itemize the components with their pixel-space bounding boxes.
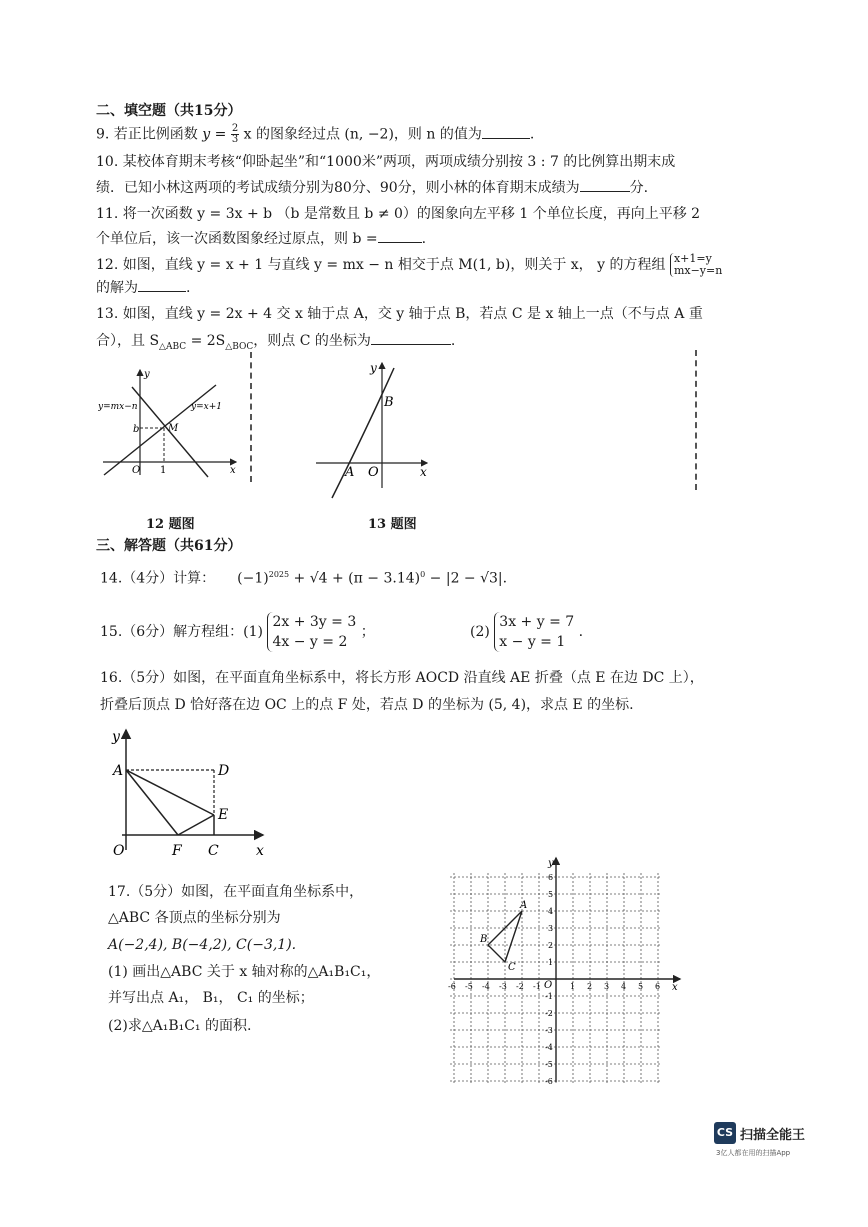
question-16-line1: 16.（5分）如图，在平面直角坐标系中，将长方形 AOCD 沿直线 AE 折叠（点 E 在边 DC 上）， [100, 670, 704, 686]
x-tick-label: 6 [655, 982, 661, 991]
axis-x-label: x [256, 843, 264, 859]
x-tick-label: -5 [465, 982, 473, 991]
question-10-line1: 10. 某校体育期末考核“仰卧起坐”和“1000米”两项，两项成绩分别按 3 : 7 的比例算出期末成 [96, 154, 676, 170]
x-tick-label: -4 [482, 982, 490, 991]
y-tick-label: -3 [545, 1026, 553, 1035]
question-17-line6: (2)求△A₁B₁C₁ 的面积. [108, 1018, 252, 1034]
section2-title: 二、填空题（共15分） [96, 103, 242, 119]
answer-blank[interactable] [138, 291, 186, 292]
watermark-subtitle: 3亿人都在用的扫描App [716, 1149, 791, 1157]
x-tick-label: -2 [516, 982, 524, 991]
origin-label: O [113, 843, 125, 859]
y-tick-label: 6 [548, 873, 554, 882]
point-d-label: D [218, 763, 230, 779]
point-a-label: A [345, 465, 355, 480]
point-c-label: C [208, 843, 219, 859]
question-17-line3: A(−2,4), B(−4,2), C(−3,1). [108, 937, 297, 953]
y-tick-label: -1 [545, 992, 553, 1001]
x-tick-label: 4 [621, 982, 627, 991]
x-tick-label: -3 [499, 982, 507, 991]
origin-label: O [544, 980, 553, 991]
axis-y-label: y [548, 858, 554, 869]
scan-artifact-line [250, 352, 252, 482]
fraction: $\frac{2}{3}$ [231, 123, 239, 145]
question-17-line2: △ABC 各顶点的坐标分别为 [108, 910, 281, 926]
figure-13-caption: 13 题图 [368, 517, 417, 532]
axis-x-label: x [230, 465, 236, 476]
axis-y-label: y [144, 369, 150, 380]
point-b-label: b [133, 424, 140, 435]
question-17-line1: 17.（5分）如图，在平面直角坐标系中， [108, 884, 364, 900]
point-f-label: F [172, 843, 182, 859]
cs-logo-icon: CS [714, 1122, 736, 1144]
equation-system-2: 3x + y = 7 x − y = 1 [494, 612, 574, 652]
axis-x-label: x [672, 982, 678, 993]
answer-blank[interactable] [580, 191, 630, 192]
y-tick-label: -6 [545, 1077, 553, 1086]
question-13-line1: 13. 如图，直线 y = 2x + 4 交 x 轴于点 A，交 y 轴于点 B，若点 C 是 x 轴上一点（不与点 A 重 [96, 306, 703, 322]
figure-12 [98, 365, 248, 480]
y-tick-label: 5 [548, 890, 554, 899]
point-a-label: A [113, 763, 124, 779]
figure-17-grid [440, 852, 690, 1087]
origin-label: O [132, 465, 141, 476]
question-9: 9. 若正比例函数 y = $\frac{2}{3}$ x 的图象经过点 (n, −2)，则 n 的值为 . [96, 123, 535, 145]
axis-y-label: y [112, 729, 120, 745]
x-tick-label: 2 [587, 982, 593, 991]
x-tick-label: 1 [570, 982, 576, 991]
line-label-2: y=x+1 [191, 402, 222, 412]
y-tick-label: 1 [548, 958, 554, 967]
tick-1-label: 1 [160, 465, 167, 476]
scan-artifact-line [695, 350, 697, 490]
figure-13 [312, 358, 437, 503]
y-tick-label: -2 [545, 1009, 553, 1018]
section3-title: 三、解答题（共61分） [96, 538, 242, 554]
point-e-label: E [218, 807, 229, 823]
y-tick-label: 4 [548, 907, 554, 916]
scanner-watermark [714, 1122, 814, 1162]
y-tick-label: 2 [548, 941, 554, 950]
point-a-label: A [520, 900, 528, 911]
question-11-line2: 个单位后，该一次函数图象经过原点，则 b = . [96, 231, 427, 247]
y-tick-label: 3 [548, 924, 554, 933]
y-tick-label: -5 [545, 1060, 553, 1069]
x-tick-label: -6 [448, 982, 456, 991]
equation-system-1: 2x + 3y = 3 4x − y = 2 [267, 612, 356, 652]
figure-12-caption: 12 题图 [146, 517, 195, 532]
answer-blank[interactable] [371, 344, 451, 345]
point-b-label: B [384, 395, 394, 410]
question-17-line4: (1) 画出△ABC 关于 x 轴对称的△A₁B₁C₁， [108, 964, 381, 980]
point-m-label: M [168, 423, 179, 434]
origin-label: O [368, 465, 379, 480]
point-b-label: B [480, 934, 488, 945]
question-17-line5: 并写出点 A₁， B₁， C₁ 的坐标； [108, 990, 314, 1006]
question-13-line2: 合），且 $S_{\triangle ABC} = 2S_{\triangle BOC}$，则点 C 的坐标为 . [96, 333, 456, 352]
question-14: 14.（4分）计算： $(-1)^{2025} + √4 + (\pi - 3.14)^0 - |2 - √3|$. [100, 570, 508, 587]
watermark-name: 扫描全能王 [740, 1128, 806, 1143]
question-10-line2: 绩．已知小林这两项的考试成绩分别为80分、90分，则小林的体育期末成绩为 分. [96, 180, 649, 196]
question-11-line1: 11. 将一次函数 y = 3x + b （b 是常数且 b ≠ 0）的图象向左平移 1 个单位长度，再向上平移 2 [96, 206, 701, 222]
answer-blank[interactable] [378, 242, 422, 243]
answer-blank[interactable] [482, 138, 530, 139]
axis-y-label: y [370, 361, 377, 375]
equation-system: x+1=y mx−y=n [670, 253, 722, 277]
axis-x-label: x [420, 465, 427, 479]
x-tick-label: 3 [604, 982, 610, 991]
x-tick-label: -1 [533, 982, 541, 991]
question-15-part2: (2) 3x + y = 7 x − y = 1 . [470, 614, 584, 650]
point-c-label: C [508, 962, 516, 973]
y-tick-label: -4 [545, 1043, 553, 1052]
x-tick-label: 5 [638, 982, 644, 991]
line-label-1: y=mx−n [98, 402, 138, 412]
question-16-line2: 折叠后顶点 D 恰好落在边 OC 上的点 F 处，若点 D 的坐标为 (5, 4)，求点 E 的坐标. [100, 697, 634, 713]
question-12-line2: 的解为 . [96, 280, 191, 296]
figure-16 [108, 725, 273, 860]
question-15: 15.（6分）解方程组：(1) 2x + 3y = 3 4x − y = 2 ； [100, 614, 375, 650]
question-12-line1: 12. 如图，直线 y = x + 1 与直线 y = mx − n 相交于点 M(1, b)，则关于 x， y 的方程组 x+1=y mx−y=n [96, 252, 723, 277]
